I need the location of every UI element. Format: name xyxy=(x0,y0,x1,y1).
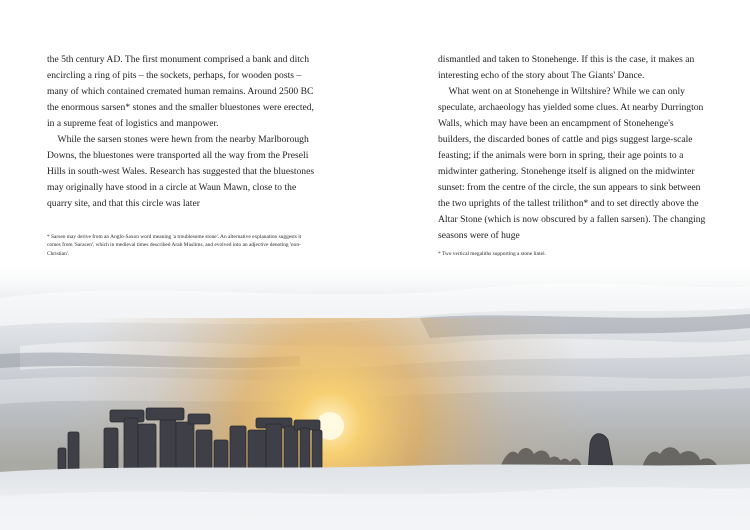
left-paragraph-1: the 5th century AD. The first monument comprised a bank and ditch encircling a ring of pits – the sockets, perhaps, for wooden posts – many of which contained cremated human remains. Around 2500 BC the enormous sarsen* stones and the smaller bluestones were erected, in a supreme feat of logistics and manpower. xyxy=(47,54,314,129)
right-paragraph-2: What went on at Stonehenge in Wiltshire? While we can only speculate, archaeology has yielded some clues. At nearby Durrington Walls, which may have been an encampment of Stonehenge's builders, the discarded bones of cattle and pigs suggest large-scale feasting; if the animals were born in spring, their age points to a midwinter gathering. Stonehenge itself is aligned on the midwinter sunset: from the centre of the circle, the sun appears to sink between the two uprights of the tallest trilithon* and to set directly above the Altar Stone (which is now obscured by a fallen sarsen). The changing seasons were of huge xyxy=(438,86,706,241)
right-footnote: * Two vertical megaliths supporting a stone lintel. xyxy=(438,251,546,257)
left-paragraph-2: While the sarsen stones were hewn from the nearby Marlborough Downs, the bluestones were transported all the way from the Preseli Hills in south-west Wales. Research has suggested that the bluestones may originally have stood in a circle at Waun Mawn, close to the quarry site, and that this circle was later xyxy=(47,134,315,209)
left-page-text xyxy=(47,52,315,212)
stonehenge-illustration xyxy=(0,258,750,530)
left-footnote: * Sarsen may derive from an Anglo-Saxon word meaning 'a troublesome stone'. An alternative explanation suggests it comes from 'Saracen', which in medieval times described Arab Muslims, and evolved into an adjective denoting 'non-Christian'. xyxy=(47,234,302,257)
right-page-text xyxy=(438,52,706,244)
right-paragraph-1: dismantled and taken to Stonehenge. If this is the case, it makes an interesting echo of the story about The Giants' Dance. xyxy=(438,54,695,81)
